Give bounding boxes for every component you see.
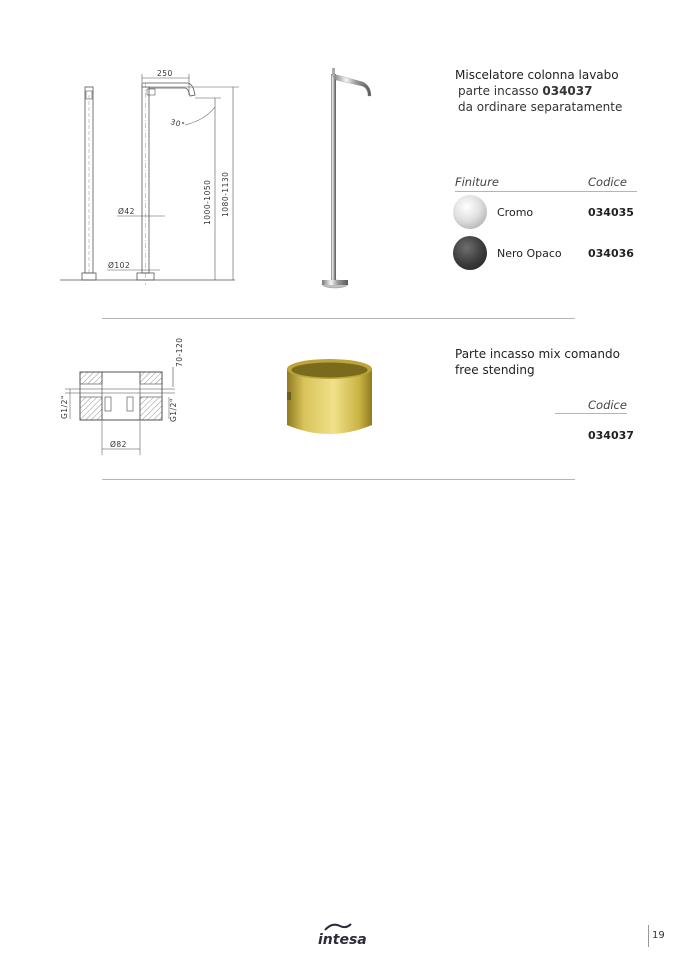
dim-250-label: 250 bbox=[157, 69, 173, 78]
product-photo-recessed-part bbox=[282, 357, 377, 442]
dim-height-a-label: 1000-1050 bbox=[203, 179, 212, 225]
swatch-nero-opaco bbox=[453, 236, 487, 270]
dim-height-b-label: 1080-1130 bbox=[221, 171, 230, 217]
product2-code-rule bbox=[555, 413, 627, 414]
finish-name-cromo: Cromo bbox=[497, 206, 534, 219]
product1-order-note: da ordinare separatamente bbox=[458, 100, 623, 114]
brand-logo-text: intesa bbox=[318, 932, 367, 948]
product2-title-line1: Parte incasso mix comando bbox=[455, 347, 620, 361]
dim-diam-tube-label: Ø42 bbox=[118, 207, 135, 216]
dim-thread-right-label: G1/2" bbox=[169, 398, 178, 422]
page-number: 19 bbox=[652, 930, 665, 941]
page-number-divider bbox=[648, 925, 649, 947]
product2-code-header: Codice bbox=[588, 398, 627, 412]
swatch-cromo bbox=[453, 195, 487, 229]
dim-depth-label: 70-120 bbox=[175, 337, 184, 367]
code-header: Codice bbox=[588, 175, 627, 189]
dim-diam-base-label: Ø102 bbox=[108, 261, 131, 270]
finish-code-cromo: 034035 bbox=[588, 206, 634, 219]
intesa-logo-mark bbox=[324, 922, 352, 932]
dim-thread-left-label: G1/2" bbox=[60, 395, 69, 419]
dim-diam-label: Ø82 bbox=[110, 440, 127, 449]
product2-code: 034037 bbox=[588, 429, 634, 442]
finish-name-nero-opaco: Nero Opaco bbox=[497, 247, 562, 260]
technical-drawing-recessed-part bbox=[55, 337, 190, 457]
technical-drawing-mixer bbox=[55, 65, 245, 290]
finishes-header: Finiture bbox=[455, 175, 499, 189]
product1-title: Miscelatore colonna lavabo bbox=[455, 68, 619, 82]
dim-angle-label: 30° bbox=[169, 117, 187, 130]
product2-title-line2: free stending bbox=[455, 363, 535, 377]
finishes-header-rule bbox=[455, 191, 637, 192]
product-photo-mixer bbox=[315, 68, 385, 293]
finish-code-nero-opaco: 034036 bbox=[588, 247, 634, 260]
section-divider-1 bbox=[102, 318, 575, 319]
section-divider-2 bbox=[102, 479, 575, 480]
product1-recessed-code: 034037 bbox=[542, 84, 593, 98]
product1-recessed-prefix: parte incasso bbox=[458, 84, 539, 98]
product1-recessed-part-line bbox=[458, 84, 592, 99]
